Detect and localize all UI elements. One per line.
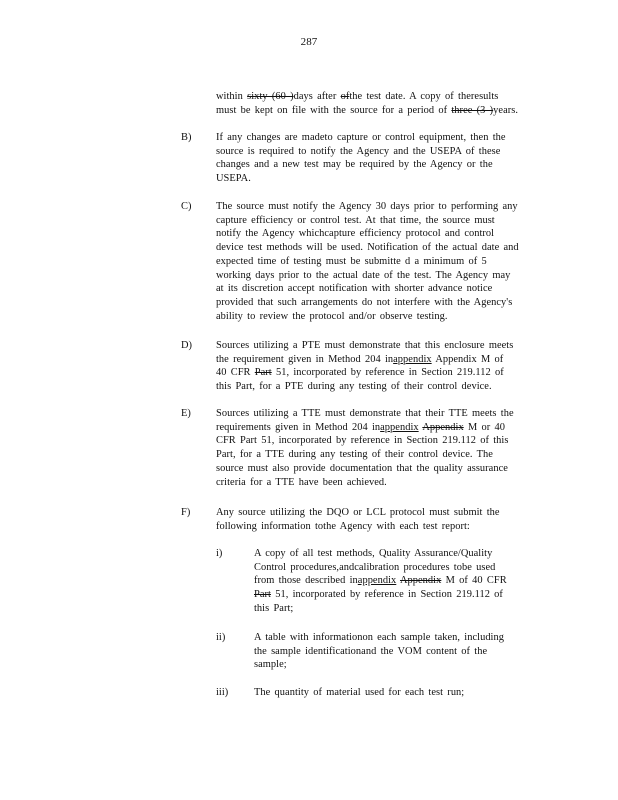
subitem-i-line: A copy of all test methods, Quality Assurance/Quality	[254, 548, 493, 559]
item-e-line: Sources utilizing a TTE must demonstrate that their TTE meets the	[216, 408, 514, 419]
deleted-text: of	[340, 91, 350, 102]
item-label-d: D)	[181, 340, 193, 351]
item-c-line: notify the Agency whichcapture efficiency protocol and control	[216, 228, 495, 240]
subitem-ii-line: A table with informationon each sample taken, including	[254, 632, 504, 643]
item-label-e: E)	[181, 408, 191, 419]
item-label-c: C)	[181, 201, 192, 212]
subitem-label-iii: iii)	[216, 687, 229, 698]
item-label-f: F)	[181, 507, 191, 518]
subitem-i-line: Part 51, incorporated by reference in Section 219.112 of	[254, 589, 503, 601]
deleted-text: Appendix	[399, 575, 442, 587]
intro-paragraph	[216, 90, 542, 117]
item-b-line: If any changes are madeto capture or control equipment, then the	[216, 132, 506, 143]
item-c-line: expected time of testing must be submitte d a minimum of 5	[216, 255, 487, 267]
item-c-line: at its discretion accept notification with shorter advance notice	[216, 283, 493, 295]
inserted-text: appendix	[380, 421, 419, 433]
item-e-line: source must also provide documentation that the quality assurance	[216, 462, 508, 474]
item-d-line: the requirement given in Method 204 inappendix Appendix M of	[216, 353, 504, 365]
page-number: 287	[300, 36, 318, 48]
subitem-i-line: this Part;	[254, 602, 294, 614]
item-b-paragraph	[216, 131, 542, 186]
item-b-line: USEPA.	[216, 173, 251, 185]
subitem-i-line: from those described inappendix Appendix M of 40 CFR	[254, 575, 507, 587]
item-e-line: Part, for a TTE during any testing of their control device. The	[216, 449, 493, 461]
item-e-line: requirements given in Method 204 inappendix Appendix M or 40	[216, 421, 505, 433]
deleted-text: Appendix	[422, 421, 464, 433]
item-e-line: CFR Part 51, incorporated by reference in Section 219.112 of this	[216, 435, 509, 447]
subitem-label-i: i)	[216, 548, 223, 559]
subitem-label-ii: ii)	[216, 632, 226, 643]
item-d-paragraph	[216, 339, 542, 394]
subitem-i-paragraph	[254, 547, 526, 616]
item-c-paragraph	[216, 200, 542, 323]
subitem-i-line: Control procedures,andcalibration procedures tobe used	[254, 561, 496, 573]
item-f-line: Any source utilizing the DQO or LCL protocol must submit the	[216, 507, 500, 518]
subitem-ii-paragraph	[254, 631, 526, 672]
subitem-iii-line: The quantity of material used for each test run;	[254, 687, 465, 698]
item-e-paragraph	[216, 407, 542, 489]
item-f-line: following information tothe Agency with each test report:	[216, 520, 470, 532]
inserted-text: appendix	[357, 575, 397, 587]
intro-line: within sixty (60 )days after ofthe test date. A copy of theresults	[216, 91, 499, 102]
item-c-line: ability to review the protocol and/or observe testing.	[216, 310, 448, 322]
subitem-ii-line: sample;	[254, 659, 287, 671]
item-c-line: provided that such arrangements do not interfere with the Agency's	[216, 296, 513, 308]
item-c-line: The source must notify the Agency 30 days prior to performing any	[216, 201, 518, 212]
deleted-text: Part	[254, 367, 272, 379]
deleted-text: sixty (60 )	[247, 91, 294, 102]
deleted-text: Part	[254, 589, 271, 601]
item-label-b: B)	[181, 132, 192, 143]
item-c-line: capture efficiency or control test. At that time, the source must	[216, 214, 495, 226]
item-e-line: criteria for a TTE have been achieved.	[216, 476, 387, 488]
subitem-ii-line: the sample identificationand the VOM content of the	[254, 645, 488, 657]
item-d-line: Sources utilizing a PTE must demonstrate that this enclosure meets	[216, 340, 514, 351]
item-d-line: this Part, for a PTE during any testing of their control device.	[216, 381, 492, 393]
intro-line: must be kept on file with the source for a period of three (3 )years.	[216, 104, 518, 116]
subitem-iii-paragraph	[254, 686, 526, 700]
item-c-line: working days prior to the actual date of the test. The Agency may	[216, 269, 511, 281]
item-c-line: device test methods will be used. Notification of the actual date and	[216, 242, 519, 254]
item-b-line: changes and a new test may be required by the Agency or the	[216, 159, 493, 171]
item-b-line: source is required to notify the Agency and the USEPA of these	[216, 145, 501, 157]
deleted-text: three (3 )	[451, 104, 494, 116]
item-d-line: 40 CFR Part 51, incorporated by reference in Section 219.112 of	[216, 367, 504, 379]
inserted-text: appendix	[393, 353, 432, 365]
item-f-paragraph	[216, 506, 542, 533]
